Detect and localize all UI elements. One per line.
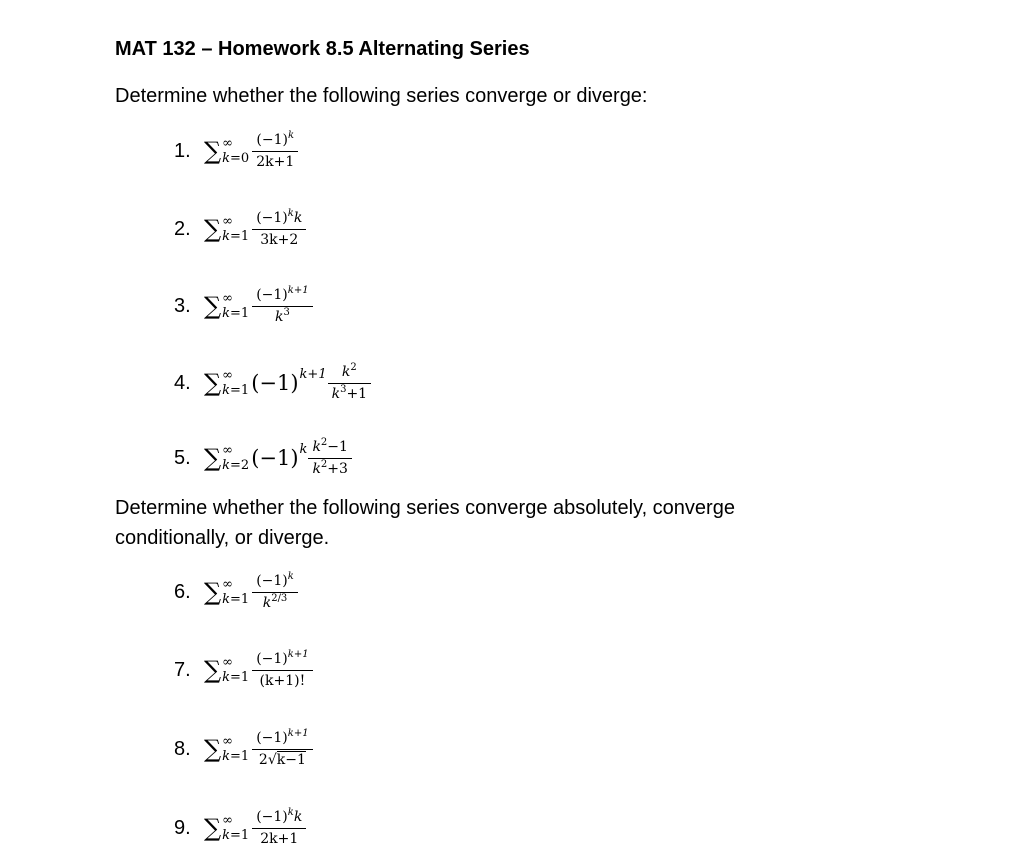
summation	[204, 216, 251, 242]
sigma-symbol: ∑	[204, 735, 222, 763]
problem-number: 8.	[174, 737, 191, 760]
problem-number: 7.	[174, 658, 191, 681]
fraction	[254, 727, 310, 769]
upper-limit: ∞	[222, 734, 233, 749]
problem-8	[174, 719, 311, 779]
numerator: $(-1)^k$	[256, 570, 294, 589]
lower-limit: k=1	[222, 383, 250, 398]
problem-number: 5.	[174, 446, 191, 469]
numerator: $k^2$	[341, 361, 357, 380]
problem-number: 2.	[174, 217, 191, 240]
problem-7	[174, 640, 311, 700]
denominator: $k^3+1$	[328, 383, 372, 403]
instruction-text: Determine whether the following series converge absolutely, converge conditionally, or diverge.	[115, 497, 735, 549]
document-title: MAT 132 – Homework 8.5 Alternating Series	[115, 38, 530, 60]
numerator: $(-1)^kk$	[256, 207, 303, 226]
sigma-symbol: ∑	[204, 656, 222, 684]
problem-3	[174, 276, 311, 336]
summation	[204, 579, 251, 605]
summation	[204, 370, 251, 396]
summation-limits	[222, 216, 249, 242]
problem-9	[174, 798, 304, 858]
numerator: $k^2-1$	[312, 436, 348, 455]
summation-limits	[222, 579, 249, 605]
summation	[204, 138, 251, 164]
fraction	[310, 436, 350, 478]
denominator: 2k+1	[252, 828, 306, 848]
denominator: $k^3$	[252, 306, 312, 326]
upper-limit: ∞	[222, 291, 233, 306]
problem-4	[174, 353, 369, 413]
denominator: $k^2+3$	[308, 458, 352, 478]
square-root-radicand: k−1	[276, 751, 306, 768]
upper-limit: ∞	[222, 443, 233, 458]
fraction	[254, 570, 296, 612]
numerator: $(-1)^{k+1}$	[256, 648, 309, 667]
summation-limits	[222, 736, 249, 762]
numerator: $(-1)^k$	[256, 129, 295, 148]
problem-2	[174, 199, 304, 259]
lower-limit: k=2	[222, 458, 250, 473]
fraction	[330, 361, 370, 403]
problem-1	[174, 121, 296, 181]
problem-6	[174, 562, 296, 622]
sigma-symbol: ∑	[204, 578, 222, 606]
fraction	[254, 648, 310, 690]
sigma-symbol: ∑	[204, 292, 222, 320]
lower-limit: k=1	[222, 828, 250, 843]
problem-number: 9.	[174, 816, 191, 839]
numerator: $(-1)^{k+1}$	[256, 727, 309, 746]
problem-number: 1.	[174, 139, 191, 162]
lower-limit: k=1	[222, 670, 250, 685]
denominator: $k^{2/3}$	[252, 592, 298, 612]
summation-limits	[222, 293, 249, 319]
upper-limit: ∞	[222, 368, 233, 383]
summation	[204, 736, 251, 762]
lower-limit: k=1	[222, 306, 250, 321]
upper-limit: ∞	[222, 577, 233, 592]
fraction	[254, 129, 296, 171]
numerator: $(-1)^{k+1}$	[256, 284, 309, 303]
summation-limits	[222, 657, 249, 683]
numerator: $(-1)^kk$	[256, 806, 303, 825]
fraction	[254, 284, 310, 326]
denominator: 3k+2	[252, 229, 306, 249]
problem-number: 3.	[174, 294, 191, 317]
sigma-symbol: ∑	[204, 444, 222, 472]
problem-5	[174, 428, 350, 488]
alternating-factor: (−1) $^{k+1}$	[251, 367, 327, 395]
lower-limit: k=0	[222, 151, 250, 166]
problem-number: 6.	[174, 580, 191, 603]
instruction-text: Determine whether the following series converge or diverge:	[115, 85, 648, 107]
upper-limit: ∞	[222, 214, 233, 229]
denominator: (k+1)!	[252, 670, 312, 690]
sigma-symbol: ∑	[204, 215, 222, 243]
lower-limit: k=1	[222, 229, 250, 244]
lower-limit: k=1	[222, 749, 250, 764]
summation	[204, 293, 251, 319]
fraction	[254, 806, 304, 848]
fraction	[254, 207, 304, 249]
summation	[204, 657, 251, 683]
summation	[204, 445, 251, 471]
denominator: 2k+1	[252, 151, 298, 171]
summation	[204, 815, 251, 841]
upper-limit: ∞	[222, 813, 233, 828]
summation-limits	[222, 370, 249, 396]
sigma-symbol: ∑	[204, 137, 222, 165]
alternating-factor: (−1) $^k$	[251, 442, 308, 470]
upper-limit: ∞	[222, 136, 233, 151]
summation-limits	[222, 815, 249, 841]
problem-number: 4.	[174, 371, 191, 394]
sigma-symbol: ∑	[204, 369, 222, 397]
sigma-symbol: ∑	[204, 814, 222, 842]
upper-limit: ∞	[222, 655, 233, 670]
summation-limits	[222, 445, 249, 471]
lower-limit: k=1	[222, 592, 250, 607]
summation-limits	[222, 138, 249, 164]
denominator: 2√k−1	[252, 749, 312, 769]
